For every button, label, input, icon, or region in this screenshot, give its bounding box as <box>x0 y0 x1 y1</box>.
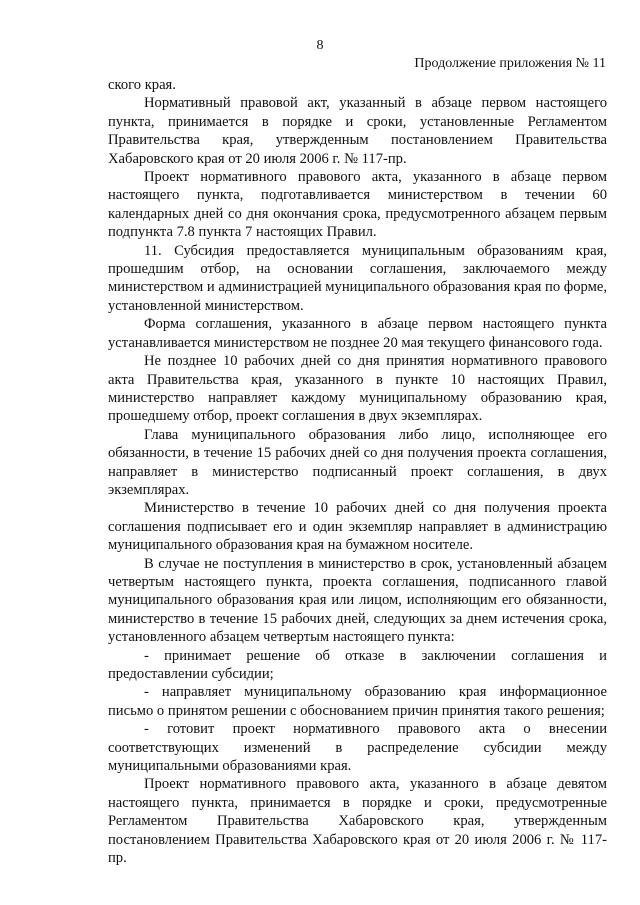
paragraph: Форма соглашения, указанного в абзаце первом настоящего пункта устанавливается министерством не позднее 20 мая текущего финансового года. <box>108 316 607 351</box>
paragraph: Глава муниципального образования либо лицо, исполняющее его обязанности, в течение 15 рабочих дней со дня получения проекта соглашения, направляет в министерство подписанный проект соглашения, в двух экземплярах. <box>108 426 607 498</box>
paragraph: ского края. <box>108 77 176 93</box>
paragraph: Проект нормативного правового акта, указанного в абзаце девятом настоящего пункта, принимается в порядке и сроки, предусмотренные Регламентом Правительства Хабаровского края, утвержденным постановлением Правительства Хабаровского края от 20 июля 2006 г. № 117-пр. <box>108 776 607 867</box>
appendix-continuation-label: Продолжение приложения № 11 <box>414 56 606 71</box>
paragraph: 11. Субсидия предоставляется муниципальным образованиям края, прошедшим отбор, на основании соглашения, заключаемого между министерством и администрацией муниципального образования края по форме, установленной министерством. <box>108 242 607 314</box>
paragraph: Не позднее 10 рабочих дней со дня принятия нормативного правового акта Правительства края, указанного в пункте 10 настоящих Правил, министерство направляет каждому муниципальному образованию края, прошедшему отбор, проект соглашения в двух экземплярах. <box>108 353 607 425</box>
paragraph: В случае не поступления в министерство в срок, установленный абзацем четвертым настоящего пункта, проекта соглашения, подписанного главой муниципального образования края или лицом, исполняющим его обязанности, министерство в течение 15 рабочих дней, следующих за днем истечения срока, установленного абзацем четвертым настоящего пункта: <box>108 555 607 646</box>
page-number: 8 <box>316 38 324 53</box>
list-item: - готовит проект нормативного правового акта о внесении соответствующих изменений в распределение субсидии между муниципальными образованиями края. <box>108 721 607 775</box>
list-item: - принимает решение об отказе в заключении соглашения и предоставлении субсидии; <box>108 647 607 682</box>
paragraph: Нормативный правовой акт, указанный в абзаце первом настоящего пункта, принимается в порядке и сроки, установленные Регламентом Правительства края, утвержденным постановлением Правительства Хабаровского края от 20 июля 2006 г. № 117-пр. <box>108 95 607 167</box>
paragraph: Проект нормативного правового акта, указанного в абзаце первом настоящего пункта, подготавливается министерством в течении 60 календарных дней со дня окончания срока, предусмотренного абзацем первым подпункта 7.8 пункта 7 настоящих Правил. <box>108 169 607 241</box>
paragraph: Министерство в течение 10 рабочих дней со дня получения проекта соглашения подписывает его и один экземпляр направляет в администрацию муниципального образования края на бумажном носителе. <box>108 500 607 554</box>
list-item: - направляет муниципальному образованию края информационное письмо о принятом решении с обоснованием причин принятия такого решения; <box>108 684 607 719</box>
document-body <box>108 76 607 867</box>
